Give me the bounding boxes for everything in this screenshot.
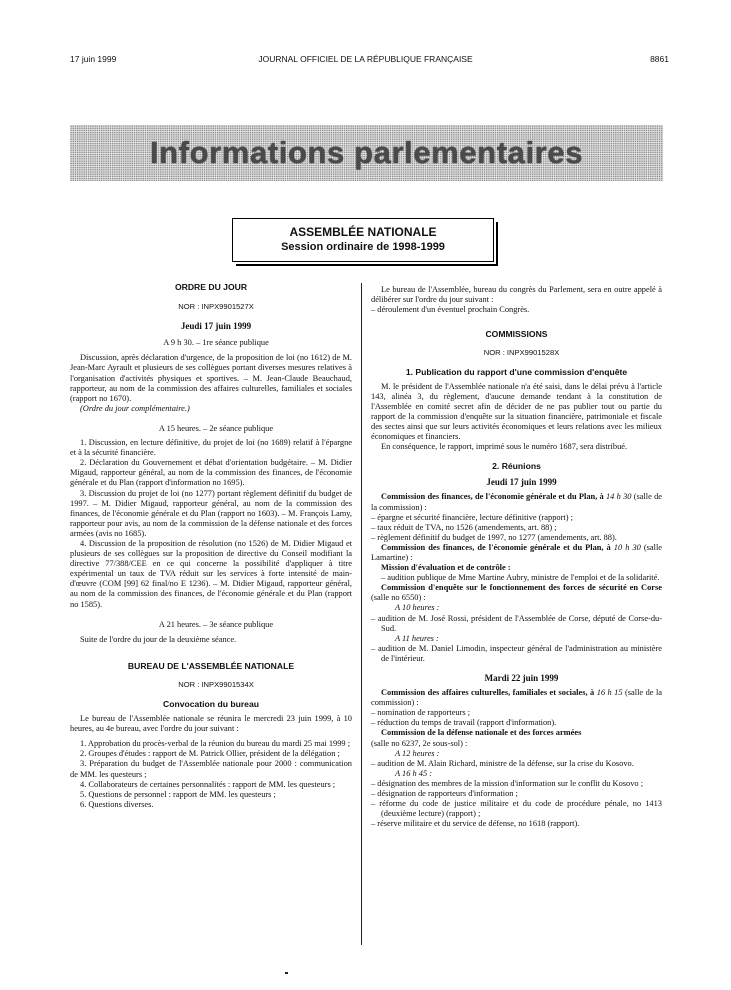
- commission-heading: [371, 688, 662, 708]
- commission-room: (salle Lamartine) :: [371, 542, 663, 562]
- paragraph-note: (Ordre du jour complémentaire.): [80, 403, 190, 413]
- agenda-item: 4. Discussion de la proposition de résolution (no 1526) de M. Didier Migaud et plusieurs de ses collègues sur la proposition de directive du Conseil modifiant la directive 77/388/CEE en ce qui concerne la possibilité d'appliquer à titre expérimental un taux de TVA réduit sur les services à forte intensité de main-d'œuvre (COM [99] 62 final/no E 1236). – M. Didier Migaud, rapporteur général, au nom de la commission des finances, de l'économie générale et du Plan (rapport no 1585).: [70, 538, 352, 609]
- bureau-heading: BUREAU DE L'ASSEMBLÉE NATIONALE: [127, 660, 295, 671]
- nor-reference: NOR : INPX9901528X: [483, 348, 560, 358]
- section-heading: 2. Réunions: [492, 461, 541, 472]
- time-label: A 16 h 45 :: [395, 768, 433, 778]
- agenda-item: 1. Approbation du procès-verbal de la réunion du bureau du mardi 25 mai 1999 ;: [80, 739, 351, 749]
- ordre-du-jour-heading: ORDRE DU JOUR: [174, 282, 248, 292]
- agenda-item: 3. Préparation du budget de l'Assemblée nationale pour 2000 : communication de MM. les questeurs ;: [70, 759, 352, 779]
- assembly-title: ASSEMBLÉE NATIONALE: [289, 225, 437, 239]
- nor-reference: NOR : INPX9901527X: [178, 302, 254, 312]
- mission-heading: Mission d'évaluation et de contrôle :: [381, 563, 511, 573]
- meeting-date: Jeudi 17 juin 1999: [486, 477, 557, 488]
- list-item: – désignation de rapporteurs d'information ;: [371, 789, 518, 799]
- banner-title: Informations parlementaires: [149, 135, 584, 170]
- commission-room: (salle no 6550) :: [371, 593, 426, 603]
- sitting-date: Jeudi 17 juin 1999: [180, 321, 252, 332]
- commission-heading: [371, 492, 662, 512]
- list-item: – nomination de rapporteurs ;: [371, 708, 471, 718]
- right-column: [371, 285, 662, 829]
- paragraph: Le bureau de l'Assemblée, bureau du congrès du Parlement, sera en outre appelé à délibérer sur l'ordre du jour suivant :: [371, 285, 662, 305]
- list-item: – épargne et sécurité financière, lecture définitive (rapport) ;: [371, 512, 573, 522]
- agenda-item: 6. Questions diverses.: [80, 799, 154, 809]
- list-item: – réserve militaire et du service de défense, no 1618 (rapport).: [371, 819, 580, 829]
- commission-room: (salle de la commission) :: [371, 492, 663, 512]
- paragraph: Discussion, après déclaration d'urgence, de la proposition de loi (no 1612) de M. Jean-Marc Ayrault et plusieurs de ses collègues portant diverses mesures relatives à l'organisation d'activités physiques et sportives. – M. Jean-Claude Beauchaud, rapporteur, au nom de la commission des affaires culturelles, familiales et sociales (rapport no 1670).: [70, 353, 352, 403]
- commission-room: (salle de la commission) :: [371, 688, 663, 708]
- header-journal-title: JOURNAL OFFICIEL DE LA RÉPUBLIQUE FRANÇAISE: [258, 54, 473, 64]
- assembly-title-box: [232, 218, 494, 262]
- list-item: – désignation des membres de la mission d'information sur le conflit du Kosovo ;: [371, 778, 644, 788]
- commission-name: Commission des affaires culturelles, familiales et sociales, à: [381, 688, 595, 698]
- agenda-item: 2. Déclaration du Gouvernement et débat d'orientation budgétaire. – M. Didier Migaud, rapporteur général, au nom de la commission des finances, de l'économie générale et du Plan (rapport d'information no 1695).: [70, 458, 352, 488]
- agenda-item: 3. Discussion du projet de loi (no 1277) portant règlement définitif du budget de 1997. – M. Didier Migaud, rapporteur général, au nom de la commission des finances, de l'économie générale et du Plan (rapport no 1603). – M. François Lamy, rapporteur pour avis, au nom de la commission de la défense nationale et des forces armées (avis no 1685).: [70, 488, 352, 538]
- commission-time: 14 h 30: [605, 492, 632, 502]
- commission-heading: [371, 543, 662, 563]
- seance-time: A 21 heures. – 3e séance publique: [158, 619, 274, 629]
- commissions-heading: COMMISSIONS: [485, 329, 548, 340]
- agenda-item: 2. Groupes d'études : rapport de M. Patrick Ollier, président de la délégation ;: [80, 749, 340, 759]
- commission-heading: [371, 583, 662, 603]
- convocation-heading: Convocation du bureau: [163, 699, 259, 709]
- section-heading: 1. Publication du rapport d'une commission d'enquête: [405, 367, 628, 378]
- time-label: A 10 heures :: [395, 603, 440, 613]
- meeting-date: Mardi 22 juin 1999: [484, 673, 559, 683]
- agenda-item: 5. Questions de personnel : rapport de MM. les questeurs ;: [80, 789, 276, 799]
- commission-name: Commission des finances, de l'économie générale et du Plan, à: [381, 492, 604, 502]
- list-item: – déroulement d'un éventuel prochain Congrès.: [371, 305, 530, 315]
- paragraph: Le bureau de l'Assemblée nationale se réunira le mercredi 23 juin 1999, à 10 heures, au 4e bureau, avec l'ordre du jour suivant :: [70, 714, 352, 734]
- list-item: – taux réduit de TVA, no 1526 (amendements, art. 88) ;: [371, 522, 557, 532]
- header-date: 17 juin 1999: [70, 54, 117, 64]
- header-page-number: 8861: [650, 54, 669, 64]
- seance-time: A 15 heures. – 2e séance publique: [158, 423, 274, 433]
- list-item: – règlement définitif du budget de 1997, no 1277 (amendements, art. 88).: [371, 532, 617, 542]
- list-item: – audition de M. José Rossi, président de l'Assemblée de Corse, député de Corse-du-Sud.: [371, 613, 662, 633]
- print-mark: [285, 972, 288, 974]
- banner: [70, 125, 663, 181]
- agenda-item: 1. Discussion, en lecture définitive, du projet de loi (no 1689) relatif à l'épargne et à la sécurité financière.: [70, 438, 352, 458]
- paragraph: En conséquence, le rapport, imprimé sous le numéro 1687, sera distribué.: [381, 442, 628, 452]
- commission-time: 16 h 15: [596, 688, 623, 698]
- commission-name: Commission des finances, de l'économie générale et du Plan, à: [381, 542, 611, 552]
- commission-time: 10 h 30: [613, 542, 641, 552]
- time-label: A 11 heures :: [395, 633, 439, 643]
- list-item: – audition de M. Daniel Limodin, inspecteur général de l'administration au ministère de l'intérieur.: [371, 643, 662, 663]
- time-label: A 12 heures :: [395, 748, 440, 758]
- left-column: [70, 282, 352, 810]
- paragraph: Suite de l'ordre du jour de la deuxième séance.: [80, 634, 237, 644]
- commission-heading: Commission de la défense nationale et des forces armées: [381, 728, 582, 738]
- list-item: – réforme du code de justice militaire et du code de procédure pénale, no 1413 (deuxième lecture) (rapport) ;: [371, 799, 662, 819]
- page-header: [0, 54, 731, 68]
- list-item: – audition de M. Alain Richard, ministre de la défense, sur la crise du Kosovo.: [371, 758, 634, 768]
- seance-time: A 9 h 30. – 1re séance publique: [163, 338, 269, 348]
- commission-name: Commission d'enquête sur le fonctionnement des forces de sécurité en Corse: [381, 583, 662, 593]
- nor-reference: NOR : INPX9901534X: [178, 679, 254, 689]
- list-item: – audition publique de Mme Martine Aubry, ministre de l'emploi et de la solidarité.: [381, 573, 660, 583]
- list-item: – réduction du temps de travail (rapport d'information).: [371, 718, 557, 728]
- assembly-session: Session ordinaire de 1998-1999: [281, 241, 445, 253]
- commission-room: (salle no 6237, 2e sous-sol) :: [371, 738, 468, 748]
- agenda-item: 4. Collaborateurs de certaines personnalités : rapport de MM. les questeurs ;: [80, 779, 336, 789]
- column-divider: [361, 283, 362, 945]
- paragraph: M. le président de l'Assemblée nationale n'a été saisi, dans le délai prévu à l'article 143, alinéa 3, du règlement, d'aucune demande tendant à la constitution de l'Assemblée en comité secret afin de décider de ne pas publier tout ou partie du rapport de la commission d'enquête sur la situation financière, patrimoniale et fiscale des sectes ainsi que sur leurs activités économiques et leurs relations avec les milieux économiques et financiers.: [371, 381, 662, 442]
